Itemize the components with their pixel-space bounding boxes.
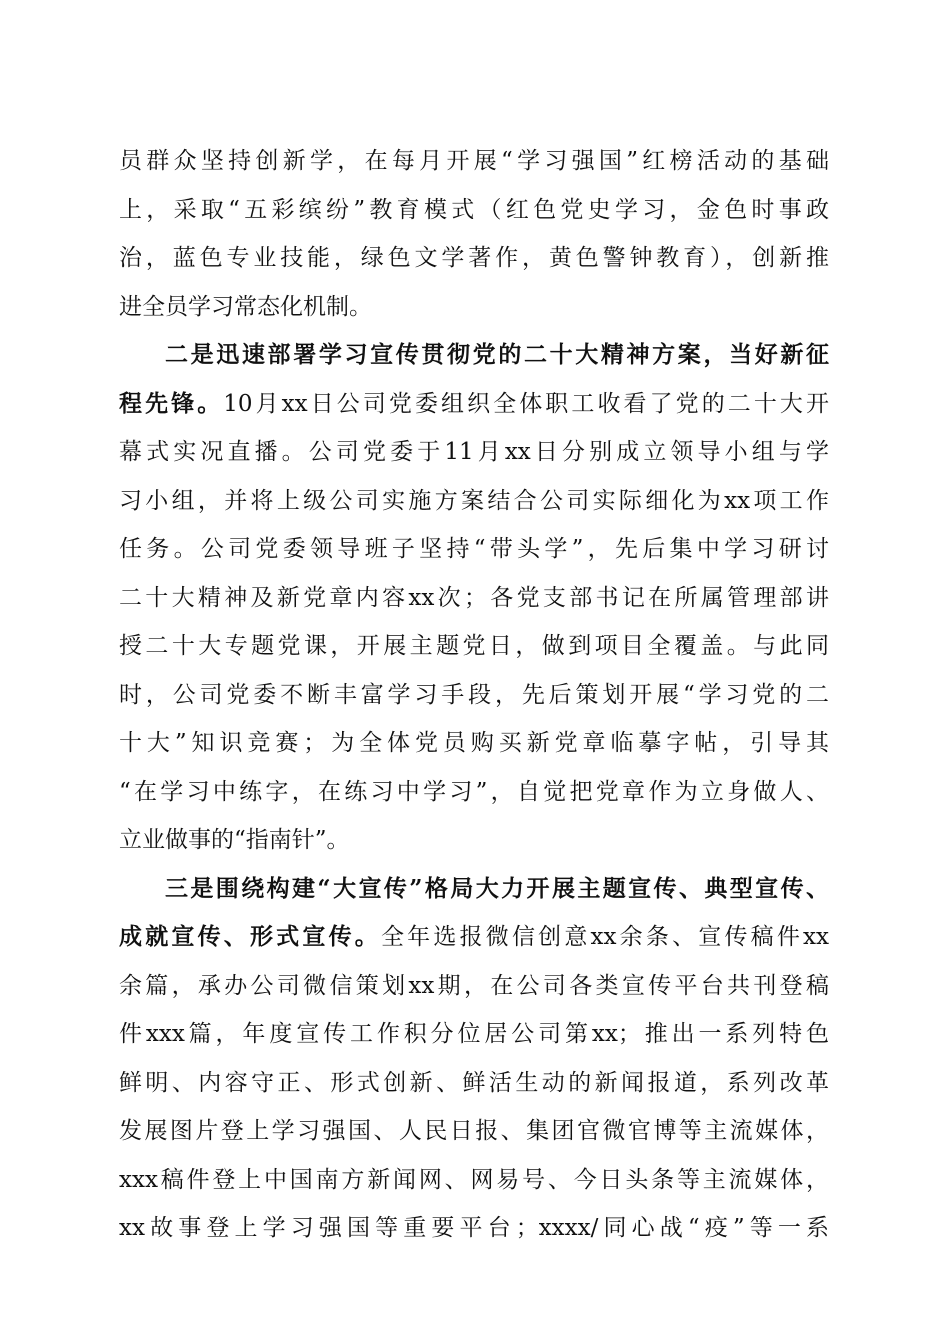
text-line [119, 380, 829, 429]
text-line: 时，公司党委不断丰富学习手段，先后策划开展“学习党的二 [119, 681, 829, 708]
text-line: 余篇，承办公司微信策划xx期，在公司各类宣传平台共刊登稿 [119, 972, 829, 999]
text-line: 发展图片登上学习强国、人民日报、集团官微官博等主流媒体， [119, 1118, 829, 1144]
paragraph-heading-end: 成就宣传、形式宣传。 [119, 923, 381, 950]
paragraph-heading: 二是迅速部署学习宣传贯彻党的二十大精神方案，当好新征 [165, 341, 829, 368]
paragraph-heading-end: 程先锋。 [119, 389, 224, 417]
text-line: 幕式实况直播。公司党委于11月xx日分别成立领导小组与学 [119, 439, 829, 465]
text-line: 件xxx篇，年度宣传工作积分位居公司第xx；推出一系列特色 [119, 1021, 829, 1047]
text-line: 习小组，并将上级公司实施方案结合公司实际细化为xx项工作 [119, 487, 829, 514]
text-line: 鲜明、内容守正、形式创新、鲜活生动的新闻报道，系列改革 [119, 1069, 829, 1096]
text-line: 授二十大专题党课，开展主题党日，做到项目全覆盖。与此同 [119, 633, 829, 659]
text-line: 任务。公司党委领导班子坚持“带头学”，先后集中学习研讨 [119, 536, 829, 562]
text-line: 员群众坚持创新学，在每月开展“学习强国”红榜活动的基础 [119, 148, 829, 174]
paragraph-heading: 三是围绕构建“大宣传”格局大力开展主题宣传、典型宣传、 [165, 874, 829, 902]
document-body [119, 137, 829, 1253]
text-line: 治，蓝色专业技能，绿色文学著作，黄色警钟教育），创新推 [119, 245, 829, 271]
text-line [119, 913, 829, 962]
text-line: 进全员学习常态化机制。 [119, 293, 372, 320]
text-line: 上，采取“五彩缤纷”教育模式（红色党史学习，金色时事政 [119, 196, 829, 223]
text-line: 二十大精神及新党章内容xx次；各党支部书记在所属管理部讲 [119, 584, 829, 611]
text-line: 立业做事的“指南针”。 [119, 827, 350, 853]
text-line: xx故事登上学习强国等重要平台；xxxx/同心战“疫”等一系 [119, 1215, 829, 1241]
text-line: xxx稿件登上中国南方新闻网、网易号、今日头条等主流媒体， [119, 1166, 829, 1193]
text-span: 全年选报微信创意xx余条、宣传稿件xx [380, 924, 829, 950]
text-span: 10月xx日公司党委组织全体职工收看了党的二十大开 [223, 390, 829, 417]
text-line: “在学习中练字，在练习中学习”，自觉把党章作为立身做人、 [119, 778, 829, 805]
text-line: 十大”知识竞赛；为全体党员购买新党章临摹字帖，引导其 [119, 730, 829, 756]
